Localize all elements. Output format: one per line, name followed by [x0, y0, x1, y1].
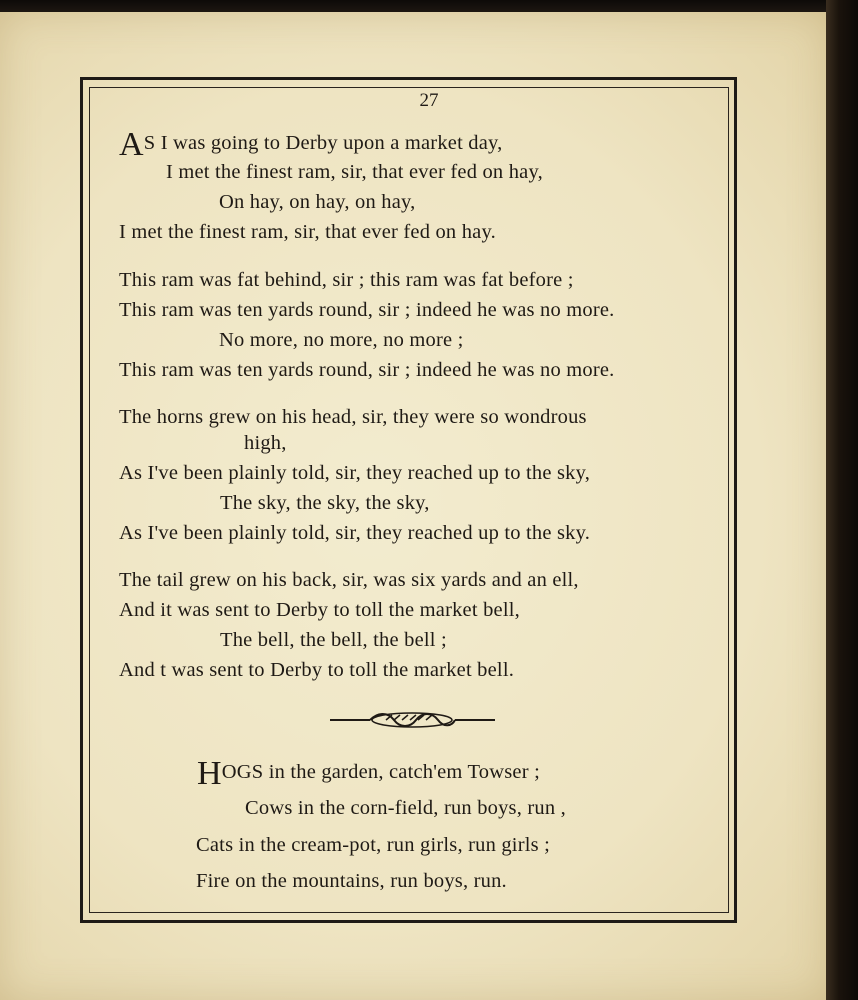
poem-line: Fire on the mountains, run boys, run. — [196, 870, 507, 892]
poem-line: And it was sent to Derby to toll the market bell, — [119, 599, 520, 621]
poem-line: This ram was fat behind, sir ; this ram was fat before ; — [119, 269, 574, 291]
dropcap: A — [119, 126, 144, 163]
poem-line: The sky, the sky, the sky, — [220, 492, 430, 514]
poem-line: I met the finest ram, sir, that ever fed on hay. — [119, 221, 496, 243]
poem-line: And t was sent to Derby to toll the market bell. — [119, 659, 515, 681]
poem-line: The bell, the bell, the bell ; — [220, 629, 447, 651]
poem-line: HOGS in the garden, catch'em Towser ; — [197, 755, 540, 792]
poem-line: No more, no more, no more ; — [219, 329, 464, 351]
poem-line: As I've been plainly told, sir, they reached up to the sky, — [119, 462, 591, 484]
poem-line: Cats in the cream-pot, run girls, run girls ; — [196, 834, 551, 856]
page-number: 27 — [419, 90, 439, 111]
poem-line: The horns grew on his head, sir, they were so wondrous — [119, 406, 587, 428]
decorative-divider — [330, 708, 495, 732]
poem-line: high, — [244, 432, 287, 454]
poem-line: I met the finest ram, sir, that ever fed on hay, — [166, 161, 543, 183]
poem-line: The tail grew on his back, sir, was six yards and an ell, — [119, 569, 579, 591]
poem-line: This ram was ten yards round, sir ; indeed he was no more. — [119, 299, 615, 321]
poem-line: As I've been plainly told, sir, they reached up to the sky. — [119, 522, 591, 544]
book-edge — [826, 0, 858, 1000]
poem-line: AS I was going to Derby upon a market day, — [119, 126, 503, 163]
poem-line: On hay, on hay, on hay, — [219, 191, 416, 213]
dropcap: H — [197, 755, 222, 792]
poem-line: This ram was ten yards round, sir ; indeed he was no more. — [119, 359, 615, 381]
poem-line: Cows in the corn-field, run boys, run , — [245, 797, 566, 819]
